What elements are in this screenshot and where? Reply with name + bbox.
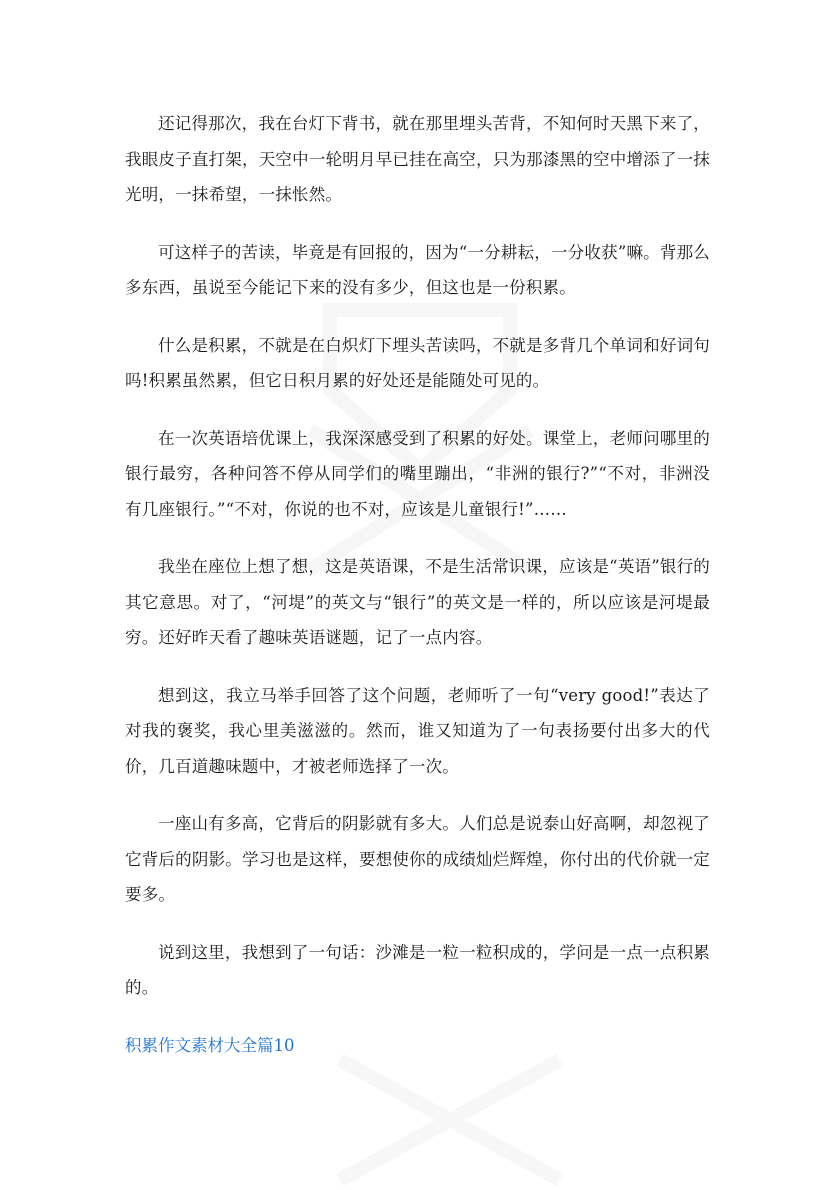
paragraph: 还记得那次，我在台灯下背书，就在那里埋头苦背，不知何时天黑下来了，我眼皮子直打架，天空中一轮明月早已挂在高空，只为那漆黑的空中增添了一抹光明，一抹希望，一抹怅然。: [125, 114, 710, 204]
paragraph: 什么是积累，不就是在白炽灯下埋头苦读吗，不就是多背几个单词和好词句吗!积累虽然累，但它日积月累的好处还是能随处可见的。: [125, 335, 710, 390]
watermark-logo-icon-bottom: [300, 1040, 600, 1190]
article-body: [125, 106, 710, 1063]
paragraph: 一座山有多高，它背后的阴影就有多大。人们总是说泰山好高啊，却忽视了它背后的阴影。学习也是这样，要想使你的成绩灿烂辉煌，你付出的代价就一定要多。: [125, 814, 710, 904]
paragraph: 可这样子的苦读，毕竟是有回报的，因为“一分耕耘，一分收获”嘛。背那么多东西，虽说至今能记下来的没有多少，但这也是一份积累。: [125, 242, 710, 297]
paragraph: 我坐在座位上想了想，这是英语课，不是生活常识课，应该是“英语”银行的其它意思。对了，“河堤”的英文与“银行”的英文是一样的，所以应该是河堤最穷。还好昨天看了趣味英语谜题，记了一点内容。: [125, 557, 710, 647]
paragraph: 说到这里，我想到了一句话：沙滩是一粒一粒积成的，学问是一点一点积累的。: [125, 942, 710, 997]
paragraph: 在一次英语培优课上，我深深感受到了积累的好处。课堂上，老师问哪里的银行最穷，各种问答不停从同学们的嘴里蹦出，“非洲的银行?”“不对，非洲没有几座银行。”“不对，你说的也不对，应该是儿童银行!”……: [125, 428, 710, 519]
section-heading: 积累作文素材大全篇10: [125, 1035, 295, 1055]
paragraph: 想到这，我立马举手回答了这个问题，老师听了一句“very good!”表达了对我的褒奖，我心里美滋滋的。然而，谁又知道为了一句表扬要付出多大的代价，几百道趣味题中，才被老师选择了一次。: [125, 685, 710, 776]
